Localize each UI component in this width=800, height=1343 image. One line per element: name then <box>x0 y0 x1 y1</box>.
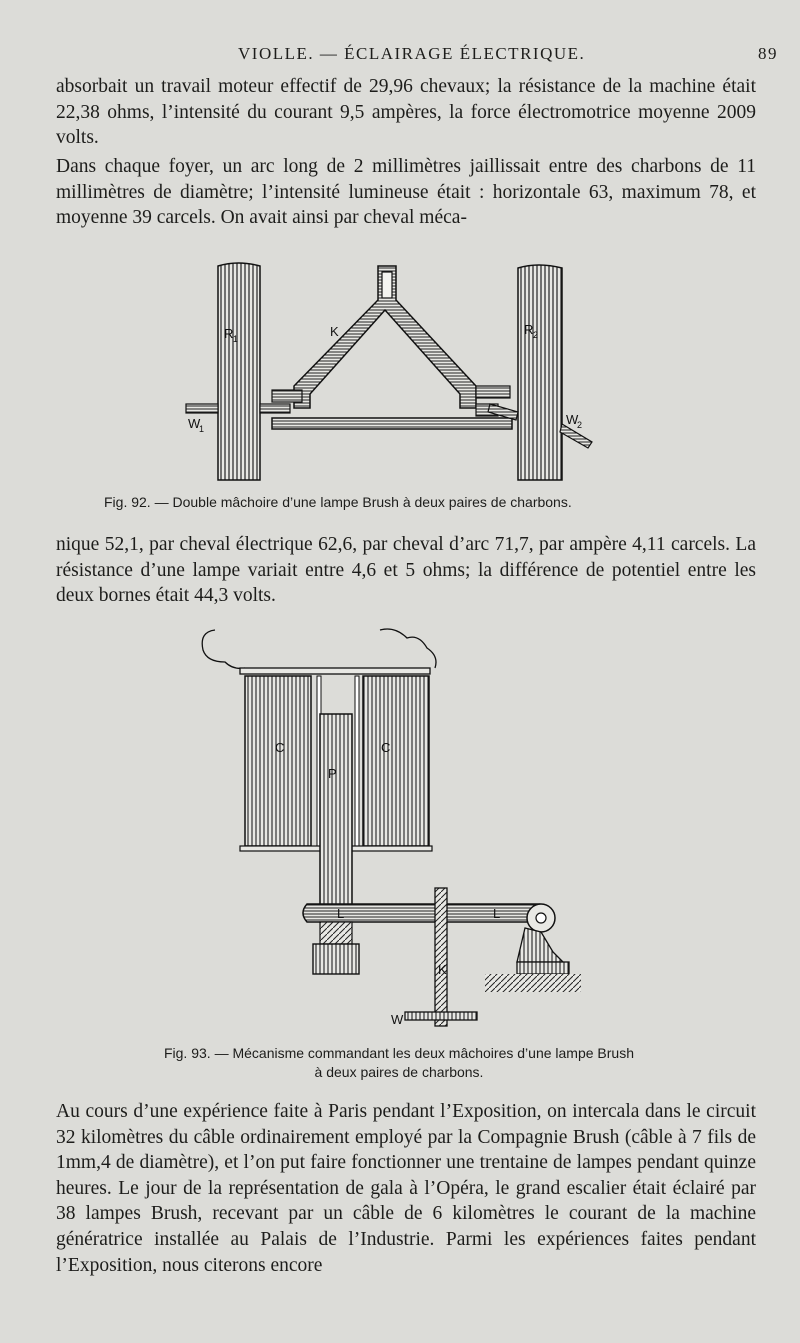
figure-93-caption-line-2: à deux paires de charbons. <box>314 1064 484 1080</box>
label-k: K <box>330 324 339 339</box>
label-l-left: L <box>337 906 345 921</box>
wheel-w <box>405 1012 477 1020</box>
carbon-rod-r1 <box>218 263 260 480</box>
figure-92-number: Fig. 92. <box>104 494 151 510</box>
running-title: VIOLLE. — ÉCLAIRAGE ÉLECTRIQUE. <box>238 44 586 63</box>
paragraph-3: nique 52,1, par cheval électrique 62,6, par cheval d’arc 71,7, par ampère 4,11 carcels. La résistance d’une lampe variait entre 4,6 et 5 ohms; la différence de potentiel entre les deux bornes était 44,3 volts. <box>56 534 756 607</box>
figure-92-illustration <box>180 258 600 486</box>
label-p: P <box>328 766 337 781</box>
label-k: K <box>438 962 447 977</box>
page-number: 89 <box>758 44 778 63</box>
rod-k <box>435 888 447 1026</box>
coil-left <box>245 676 311 846</box>
figure-93-caption-line-1: — Mécanisme commandant les deux mâchoires d’une lampe Brush <box>214 1045 634 1061</box>
plunger-p <box>320 714 352 914</box>
jaw-w1 <box>186 404 218 413</box>
carbon-rod-r2 <box>518 265 562 480</box>
svg-text:1: 1 <box>199 424 205 434</box>
running-head <box>0 44 800 68</box>
paragraph-1: absorbait un travail moteur effectif de 29,96 chevaux; la résistance de la machine était 22,38 ohms, l’intensité du courant 9,5 ampères, la force électromotrice moyenne 2009 volts. <box>56 76 756 149</box>
svg-text:1: 1 <box>233 334 239 344</box>
svg-text:2: 2 <box>533 330 539 340</box>
wire-left <box>202 630 245 668</box>
paragraph-4: Au cours d’une expérience faite à Paris pendant l’Exposition, on intercala dans le circuit 32 kilomètres du câble ordinairement employé par la Compagnie Brush (câble à 7 fils de 1mm,4 de diamètre), et l’on put faire fonctionner une trentaine de lampes pendant quinze heures. Le jour de la représentation de gala à l’Opéra, le grand escalier était éclairé par 38 lampes Brush, recevant par un câble de 6 kilomètres le courant de la machine génératrice installée au Palais de l’Industrie. Parmi les expériences faites pendant l’Exposition, nous citerons encore <box>56 1101 756 1276</box>
label-c-left: C <box>275 740 285 755</box>
label-l-right: L <box>493 906 501 921</box>
label-w: W <box>391 1012 404 1027</box>
figure-93-caption <box>104 1044 694 1082</box>
paragraph-2: Dans chaque foyer, un arc long de 2 millimètres jaillissait entre des charbons de 11 millimètres de diamètre; l’intensité lumineuse était : horizontale 63, maximum 78, et moyenne 39 carcels. On avait ainsi par cheval méca- <box>56 156 756 229</box>
jaw-bar <box>272 418 512 429</box>
svg-text:2: 2 <box>577 420 583 430</box>
figure-93-illustration <box>195 622 590 1034</box>
support <box>517 962 569 974</box>
figure-93-number: Fig. 93. <box>163 1045 211 1061</box>
coil-right <box>363 676 429 846</box>
label-c-right: C <box>381 740 391 755</box>
label-w2: W <box>566 412 579 427</box>
label-w1: W <box>188 416 201 431</box>
label-r1: R <box>224 326 234 341</box>
wire-right <box>380 629 436 668</box>
label-r2: R <box>524 322 534 337</box>
left-base <box>313 944 359 974</box>
figure-92-caption <box>104 493 694 512</box>
figure-92-caption-text: — Double mâchoire d’une lampe Brush à deux paires de charbons. <box>154 494 572 510</box>
ground-hatch <box>485 974 581 992</box>
